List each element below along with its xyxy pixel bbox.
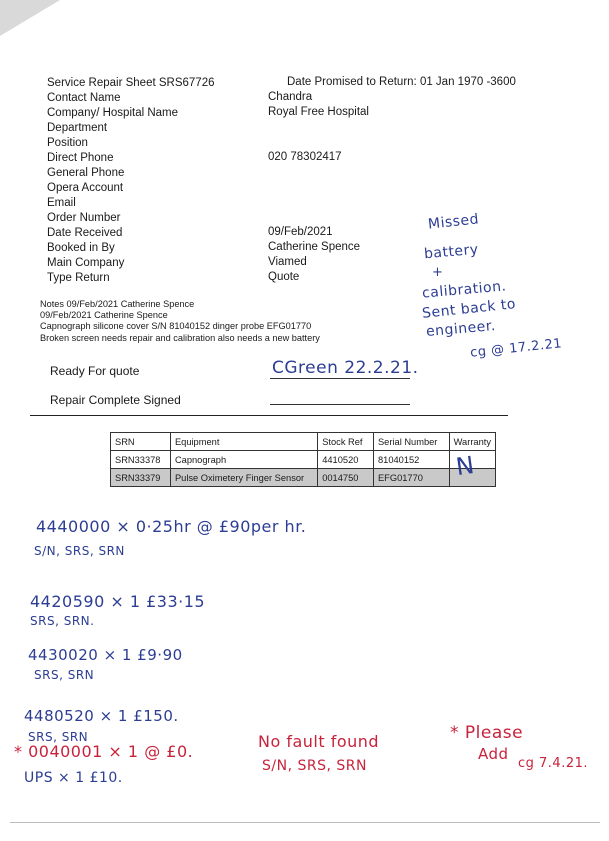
field-label-direct-phone: Direct Phone <box>47 152 114 164</box>
field-label-contact-name: Contact Name <box>47 92 121 104</box>
field-value-contact-name: Chandra <box>268 91 313 103</box>
folded-corner <box>0 0 60 36</box>
field-label-position: Position <box>47 137 88 149</box>
warranty-mark: N <box>454 450 477 482</box>
col-stock-ref: Stock Ref <box>318 433 374 451</box>
cell-stock-ref: 0014750 <box>318 469 374 487</box>
cost-line: 4480520 × 1 £150. <box>24 707 179 725</box>
field-label-company: Company/ Hospital Name <box>47 107 179 119</box>
side-note-line: + <box>432 265 444 280</box>
side-note-line: engineer. <box>425 317 497 341</box>
notes-line: 09/Feb/2021 Catherine Spence <box>40 310 168 321</box>
repair-complete-label: Repair Complete Signed <box>50 393 181 407</box>
field-value-company: Royal Free Hospital <box>268 106 369 118</box>
section-divider <box>30 415 508 416</box>
ready-signature: CGreen 22.2.21. <box>272 358 419 378</box>
cost-line: 4440000 × 0·25hr @ £90per hr. <box>36 517 307 536</box>
col-srn: SRN <box>111 433 171 451</box>
field-value-direct-phone: 020 78302417 <box>268 151 342 163</box>
cell-srn: SRN33378 <box>111 451 171 469</box>
table-row <box>111 451 496 469</box>
red-cost-line: * 0040001 × 1 @ £0. <box>14 742 194 761</box>
table-header-row <box>111 433 496 451</box>
field-label-opera-account: Opera Account <box>47 182 124 194</box>
cost-line-sub: SRS, SRN. <box>30 614 95 628</box>
notes-block <box>40 299 320 344</box>
side-note-line: Sent back to <box>421 296 517 322</box>
notes-line: Broken screen needs repair and calibration also needs a new battery <box>40 332 320 343</box>
col-serial-number: Serial Number <box>373 433 449 451</box>
red-please: * Please <box>450 723 524 743</box>
equipment-table <box>110 432 496 487</box>
notes-line: Notes 09/Feb/2021 Catherine Spence <box>40 299 195 309</box>
field-label-booked-in-by: Booked in By <box>47 242 115 254</box>
ready-for-quote-label: Ready For quote <box>50 364 140 378</box>
side-note-line: calibration. <box>421 278 508 302</box>
red-no-fault-sub: S/N, SRS, SRN <box>262 758 367 774</box>
bottom-scan-edge <box>10 822 600 823</box>
cost-line: 4430020 × 1 £9·90 <box>28 646 183 664</box>
cell-srn: SRN33379 <box>111 469 171 487</box>
col-equipment: Equipment <box>170 433 317 451</box>
table-row <box>111 469 496 487</box>
field-value-date-received: 09/Feb/2021 <box>268 226 333 238</box>
cost-line-sub: S/N, SRS, SRN <box>34 544 125 558</box>
side-note-line: battery <box>423 241 480 263</box>
field-label-type-return: Type Return <box>47 272 110 284</box>
cell-equipment: Pulse Oximetery Finger Sensor <box>170 469 317 487</box>
cell-equipment: Capnograph <box>170 451 317 469</box>
field-label-order-number: Order Number <box>47 212 121 224</box>
side-note-line: Missed <box>427 211 480 233</box>
field-label-department: Department <box>47 122 108 134</box>
ups-cost-line: UPS × 1 £10. <box>24 770 123 786</box>
ready-signature-line <box>270 378 410 379</box>
red-signature: cg 7.4.21. <box>518 756 589 771</box>
notes-line: Capnograph silicone cover S/N 81040152 dinger probe EFG01770 <box>40 321 312 332</box>
field-label-main-company: Main Company <box>47 257 125 269</box>
field-value-booked-in-by: Catherine Spence <box>268 241 361 253</box>
cost-line-sub: SRS, SRN <box>34 668 95 682</box>
cost-line-sub: SRS, SRN <box>28 730 89 744</box>
field-label-general-phone: General Phone <box>47 167 125 179</box>
cost-line: 4420590 × 1 £33·15 <box>30 592 206 611</box>
field-value-main-company: Viamed <box>268 256 307 268</box>
complete-signature-line <box>270 404 410 405</box>
red-no-fault: No fault found <box>258 732 380 751</box>
col-warranty: Warranty <box>449 433 495 451</box>
sheet-title: Service Repair Sheet SRS67726 <box>47 77 215 89</box>
cell-serial: 81040152 <box>373 451 449 469</box>
cell-serial: EFG01770 <box>373 469 449 487</box>
field-label-email: Email <box>47 197 76 209</box>
cell-stock-ref: 4410520 <box>318 451 374 469</box>
field-label-date-received: Date Received <box>47 227 123 239</box>
field-value-type-return: Quote <box>268 271 300 283</box>
side-note-signature: cg @ 17.2.21 <box>469 336 563 361</box>
promised-date: Date Promised to Return: 01 Jan 1970 -3600 <box>287 76 516 88</box>
red-add: Add <box>478 745 509 763</box>
